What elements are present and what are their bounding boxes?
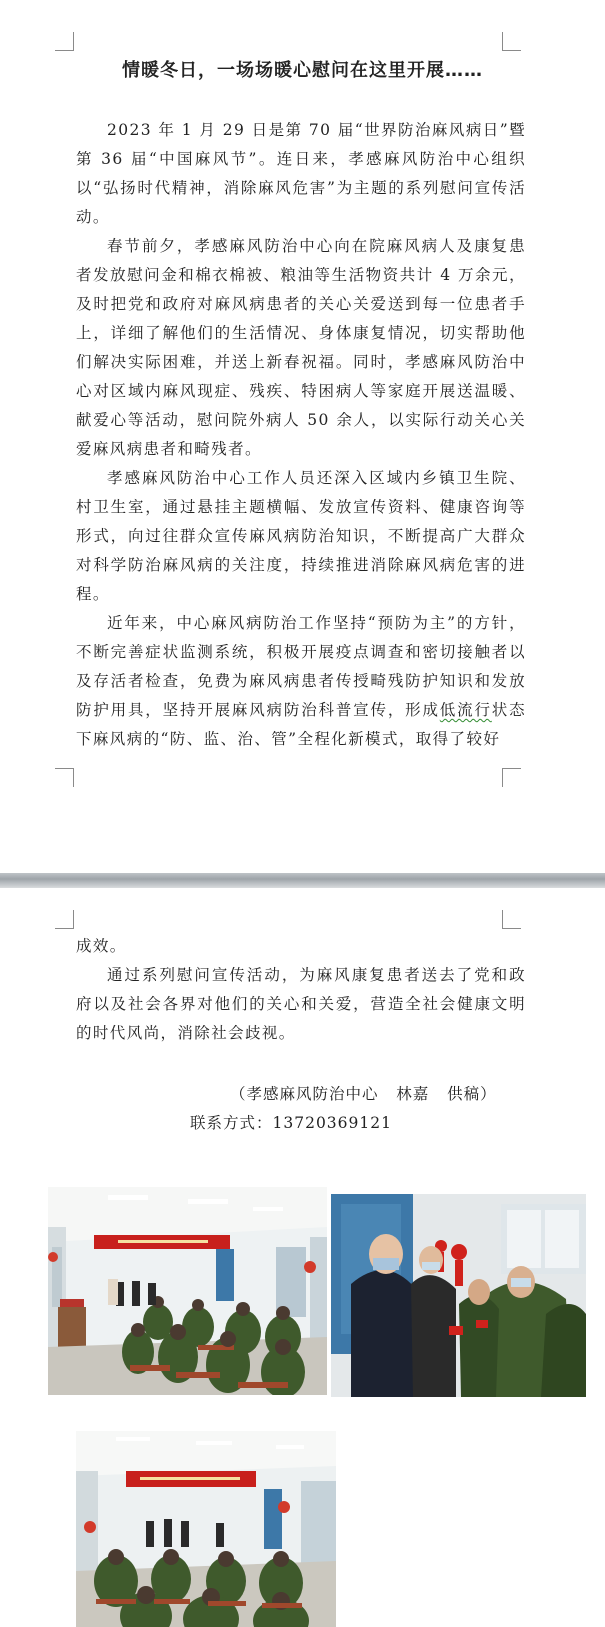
crop-mark-top-left xyxy=(55,32,74,51)
article-body-page-2 xyxy=(76,932,526,1048)
photo-event-hall[interactable] xyxy=(48,1187,327,1395)
crop-mark-bottom-right xyxy=(502,768,521,787)
paragraph-3: 孝感麻风防治中心工作人员还深入区域内乡镇卫生院、村卫生室，通过悬挂主题横幅、发放宣传资料、健康咨询等形式，向过往群众宣传麻风病防治知识，不断提高广大群众对科学防治麻风病的关注度，持续推进消除麻风病危害的进程。 xyxy=(76,469,526,603)
photo-event-hall-2-image xyxy=(76,1431,336,1627)
paragraph-4-text-b: 状态下麻风病的“防、监、治、管”全程化新模式，取得了较好 xyxy=(76,701,527,748)
crop-mark-bottom-left xyxy=(55,768,74,787)
paragraph-2: 春节前夕，孝感麻风防治中心向在院麻风病人及康复患者发放慰问金和棉衣棉被、粮油等生活物资共计 4 万余元，及时把党和政府对麻风病患者的关心关爱送到每一位患者手上，详细了解他们的生活情况、身体康复情况，切实帮助他们解决实际困难，并送上新春祝福。同时，孝感麻风防治中心对区域内麻风现症、残疾、特困病人等家庭开展送温暖、献爱心等活动，慰问院外病人 50 余人，以实际行动关心关爱麻风病患者和畸残者。 xyxy=(76,237,526,458)
page-2 xyxy=(0,888,605,1627)
author-signoff: （孝感麻风防治中心 林嘉 供稿） xyxy=(230,1085,497,1103)
photo-event-hall-2[interactable] xyxy=(76,1431,336,1627)
page-gap xyxy=(0,873,605,888)
photo-red-envelope-handover-image xyxy=(331,1194,586,1397)
crop-mark-top-right xyxy=(502,32,521,51)
paragraph-4-continued: 成效。 xyxy=(76,937,127,955)
paragraph-1: 2023 年 1 月 29 日是第 70 届“世界防治麻风病日”暨第 36 届“中国麻风节”。连日来，孝感麻风防治中心组织以“弘扬时代精神，消除麻风危害”为主题的系列慰问宣传活动。 xyxy=(76,121,526,226)
paragraph-4 xyxy=(76,609,526,754)
photo-red-envelope-handover[interactable] xyxy=(331,1194,586,1397)
paragraph-5: 通过系列慰问宣传活动，为麻风康复患者送去了党和政府以及社会各界对他们的关心和关爱，营造全社会健康文明的时代风尚，消除社会歧视。 xyxy=(76,966,526,1042)
article-title: 情暖冬日，一场场暖心慰问在这里开展…… xyxy=(122,60,483,81)
contact-info: 联系方式：13720369121 xyxy=(190,1114,392,1132)
crop-mark-top-left-2 xyxy=(55,910,74,929)
paragraph-4-text-a: 近年来，中心麻风病防治工作坚持“预防为主”的方针，不断完善症状监测系统，积极开展疫点调查和密切接触者以及存活者检查，免费为麻风病患者传授畸残防护知识和发放防护用具，坚持开展麻风病防治科普宣传，形成 xyxy=(76,614,526,719)
spellcheck-flagged-word[interactable]: 低流行 xyxy=(439,701,492,719)
photo-event-hall-image xyxy=(48,1187,327,1395)
crop-mark-top-right-2 xyxy=(502,910,521,929)
article-body-page-1 xyxy=(76,116,526,754)
